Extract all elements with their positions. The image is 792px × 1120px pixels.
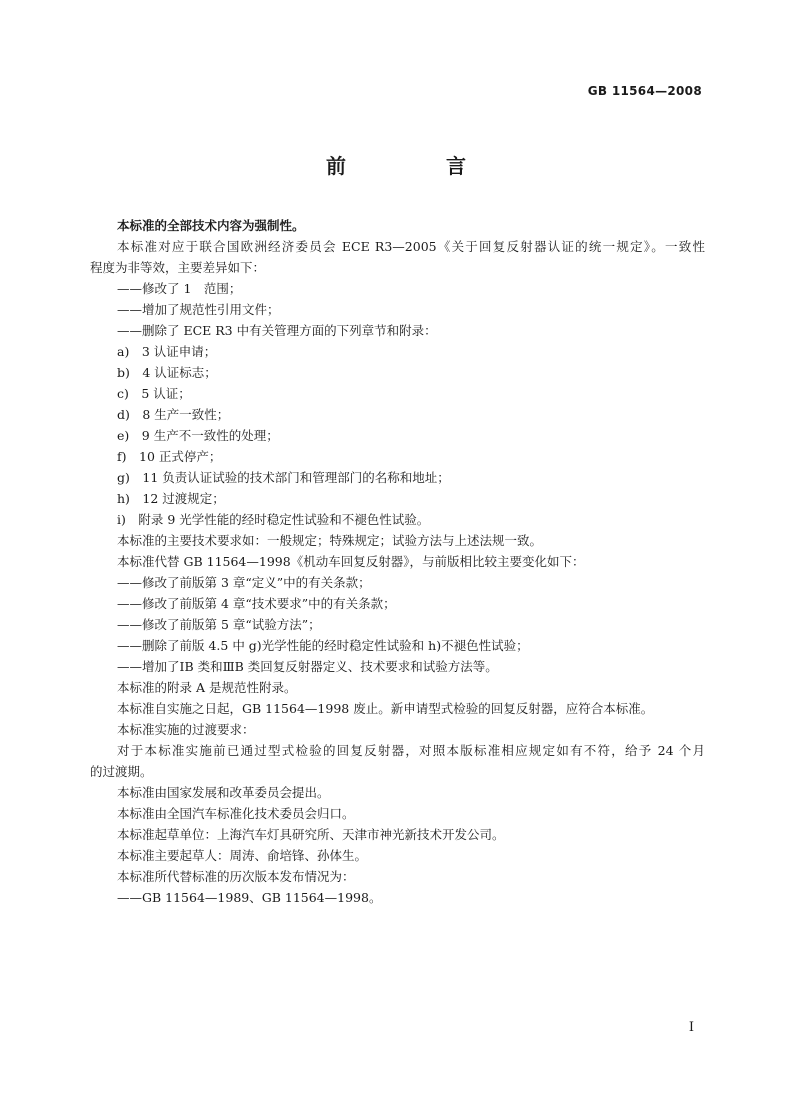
paragraph-line: 本标准代替 GB 11564—1998《机动车回复反射器》，与前版相比较主要变化如下： — [117, 554, 585, 569]
paragraph-line: 本标准由全国汽车标准化技术委员会归口。 — [117, 806, 355, 821]
paragraph-line: 本标准对应于联合国欧洲经济委员会 ECE R3—2005《关于回复反射器认证的统一规定》。一致性 — [117, 239, 705, 254]
sub-list-item: c) 5 认证； — [117, 386, 191, 401]
paragraph-line: 的过渡期。 — [90, 764, 153, 779]
list-item: ——修改了 1 范围； — [117, 281, 242, 296]
list-item: ——增加了ⅠB 类和ⅢB 类回复反射器定义、技术要求和试验方法等。 — [117, 659, 498, 674]
paragraph-line: 本标准主要起草人：周涛、俞培锋、孙体生。 — [117, 848, 368, 863]
sub-list-item: h) 12 过渡规定； — [117, 491, 225, 506]
sub-list-item: f) 10 正式停产； — [117, 449, 222, 464]
standard-code: GB 11564—2008 — [587, 84, 702, 98]
list-item: ——删除了 ECE R3 中有关管理方面的下列章节和附录： — [117, 323, 437, 338]
list-item: ——GB 11564—1989、GB 11564—1998。 — [117, 890, 382, 905]
paragraph-line: 本标准的附录 A 是规范性附录。 — [117, 680, 297, 695]
paragraph-line: 程度为非等效，主要差异如下： — [90, 260, 266, 275]
paragraph-line: 本标准起草单位：上海汽车灯具研究所、天津市神光新技术开发公司。 — [117, 827, 505, 842]
sub-list-item: d) 8 生产一致性； — [117, 407, 230, 422]
list-item: ——增加了规范性引用文件； — [117, 302, 280, 317]
foreword-body — [90, 215, 705, 908]
list-item: ——删除了前版 4.5 中 g)光学性能的经时稳定性试验和 h)不褪色性试验； — [117, 638, 529, 653]
list-item: ——修改了前版第 5 章“试验方法”； — [117, 617, 321, 632]
list-item: ——修改了前版第 4 章“技术要求”中的有关条款； — [117, 596, 396, 611]
sub-list-item: b) 4 认证标志； — [117, 365, 217, 380]
sub-list-item: i) 附录 9 光学性能的经时稳定性试验和不褪色性试验。 — [117, 512, 430, 527]
sub-list-item: g) 11 负责认证试验的技术部门和管理部门的名称和地址； — [117, 470, 450, 485]
page-number: I — [688, 1020, 694, 1035]
paragraph-line: 本标准所代替标准的历次版本发布情况为： — [117, 869, 355, 884]
list-item: ——修改了前版第 3 章“定义”中的有关条款； — [117, 575, 371, 590]
paragraph-line: 本标准实施的过渡要求： — [117, 722, 255, 737]
paragraph-line: 本标准的主要技术要求如：一般规定；特殊规定；试验方法与上述法规一致。 — [117, 533, 543, 548]
sub-list-item: e) 9 生产不一致性的处理； — [117, 428, 279, 443]
page-title: 前 言 — [326, 154, 506, 178]
sub-list-item: a) 3 认证申请； — [117, 344, 217, 359]
paragraph-line: 对于本标准实施前已通过型式检验的回复反射器，对照本版标准相应规定如有不符，给予 24 个月 — [117, 743, 705, 758]
paragraph-line: 本标准由国家发展和改革委员会提出。 — [117, 785, 330, 800]
paragraph-line: 本标准自实施之日起，GB 11564—1998 废止。新申请型式检验的回复反射器，应符合本标准。 — [117, 701, 654, 716]
mandatory-statement: 本标准的全部技术内容为强制性。 — [117, 218, 305, 233]
